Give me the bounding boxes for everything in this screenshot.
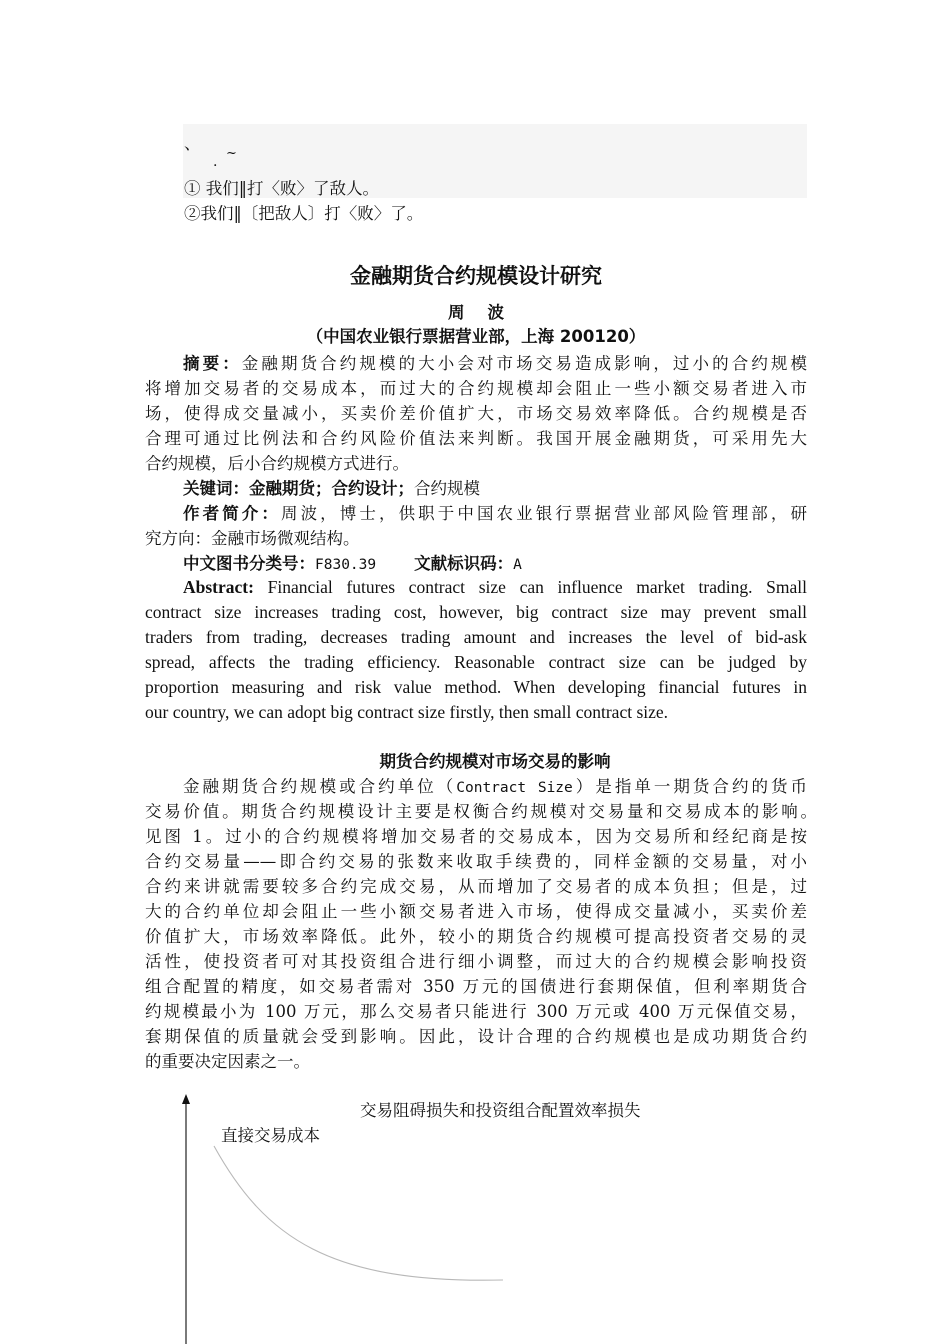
section-para-line-2: 交易价值。期货合约规模设计主要是权衡合约规模对交易量和交易成本的影响。 bbox=[145, 802, 817, 821]
keywords-line bbox=[183, 476, 845, 501]
stray-mark-tilde: ~ bbox=[226, 146, 237, 161]
author-intro-line-2: 究方向：金融市场微观结构。 bbox=[145, 529, 360, 548]
paper-title: 金融期货合约规模设计研究 bbox=[350, 264, 602, 288]
abstract-en-line-1: Abstract: Financial futures contract size can influence market trading. Small bbox=[183, 577, 807, 597]
keywords-bold-terms: 金融期货；合约设计； bbox=[249, 479, 414, 498]
abstract-en-line-3: traders from trading, decreases trading amount and increases the level of bid-ask bbox=[145, 627, 807, 647]
clc-label: 中文图书分类号： bbox=[183, 554, 315, 573]
figure-label-direct-cost: 直接交易成本 bbox=[221, 1126, 320, 1145]
abstract-en-line-4: spread, affects the trading efficiency. Reasonable contract size can be judged by bbox=[145, 652, 807, 672]
abstract-cn-line-3: 场，使得成交量减小，买卖价差价值扩大，市场交易效率降低。合约规模是否 bbox=[145, 404, 807, 423]
abstract-cn-line-4: 合理可通过比例法和合约风险价值法来判断。我国开展金融期货，可采用先大 bbox=[145, 429, 807, 448]
section-para-line-11: 套期保值的质量就会受到影响。因此，设计合理的合约规模也是成功期货合约 bbox=[145, 1027, 807, 1046]
section-para-line-10: 约规模最小为 100 万元，那么交易者只能进行 300 万元或 400 万元保值交易， bbox=[145, 1002, 807, 1021]
abstract-cn-label: 摘要： bbox=[183, 354, 242, 373]
keywords-label: 关键词： bbox=[183, 479, 249, 498]
section-para-line-5: 合约来讲就需要较多合约完成交易，从而增加了交易者的成本负担；但是，过 bbox=[145, 877, 807, 896]
section-para-line-6: 大的合约单位却会阻止一些小额交易者进入市场，使得成交量减小，买卖价差 bbox=[145, 902, 807, 921]
classification-line bbox=[183, 551, 845, 578]
section-para-line-1: 金融期货合约规模或合约单位（Contract Size）是指单一期货合约的货币 bbox=[183, 777, 808, 796]
doc-code-value: A bbox=[513, 557, 522, 573]
abstract-en-label: Abstract: bbox=[183, 577, 254, 597]
clc-value: F830.39 bbox=[315, 557, 377, 573]
paper-affiliation: （中国农业银行票据营业部，上海 200120） bbox=[306, 327, 646, 346]
direct-trading-cost-curve bbox=[214, 1146, 503, 1280]
abstract-cn-line-2: 将增加交易者的交易成本，而过大的合约规模却会阻止一些小额交易者进入市 bbox=[145, 379, 807, 398]
section-para-line-8: 活性，使投资者可对其投资组合进行细小调整，而过大的合约规模会影响投资 bbox=[145, 952, 807, 971]
doc-code-label: 文献标识码： bbox=[414, 554, 514, 573]
contract-size-term: Contract Size bbox=[456, 780, 573, 796]
section-para-line-9: 组合配置的精度，如交易者需对 350 万元的国债进行套期保值，但利率期货合 bbox=[145, 977, 807, 996]
abstract-en-line-6: our country, we can adopt big contract size firstly, then small contract size. bbox=[145, 702, 669, 722]
abstract-cn-line-1: 摘要：金融期货合约规模的大小会对市场交易造成影响，过小的合约规模 bbox=[183, 354, 808, 373]
stray-mark-comma: 、 bbox=[184, 134, 201, 153]
abstract-cn-line-5: 合约规模，后小合约规模方式进行。 bbox=[145, 454, 409, 473]
keywords-plain-term: 合约规模 bbox=[414, 479, 480, 498]
section-para-line-12: 的重要决定因素之一。 bbox=[145, 1052, 310, 1071]
example-sentence-1: ① 我们‖打〈败〉了敌人。 bbox=[184, 179, 379, 198]
stray-mark-dot: . bbox=[213, 154, 218, 170]
author-intro-line-1: 作者简介：周波，博士，供职于中国农业银行票据营业部风险管理部，研 bbox=[183, 504, 808, 523]
abstract-en-line-5: proportion measuring and risk value method. When developing financial futures in bbox=[145, 677, 807, 697]
section-heading: 期货合约规模对市场交易的影响 bbox=[379, 752, 611, 771]
section-para-line-3: 见图 1。过小的合约规模将增加交易者的交易成本，因为交易所和经纪商是按 bbox=[145, 827, 807, 846]
figure-y-axis-arrow-icon bbox=[182, 1094, 190, 1104]
paper-author: 周 波 bbox=[448, 303, 504, 322]
abstract-en-line-2: contract size increases trading cost, however, big contract size may prevent small bbox=[145, 602, 807, 622]
section-para-line-7: 价值扩大，市场效率降低。此外，较小的期货合约规模可提高投资者交易的灵 bbox=[145, 927, 807, 946]
figure-label-loss: 交易阻碍损失和投资组合配置效率损失 bbox=[360, 1101, 641, 1120]
example-sentence-2: ②我们‖〔把敌人〕打〈败〉了。 bbox=[184, 204, 424, 223]
section-para-line-4: 合约交易量——即合约交易的张数来收取手续费的，同样金额的交易量，对小 bbox=[145, 852, 807, 871]
author-intro-label: 作者简介： bbox=[183, 504, 281, 523]
